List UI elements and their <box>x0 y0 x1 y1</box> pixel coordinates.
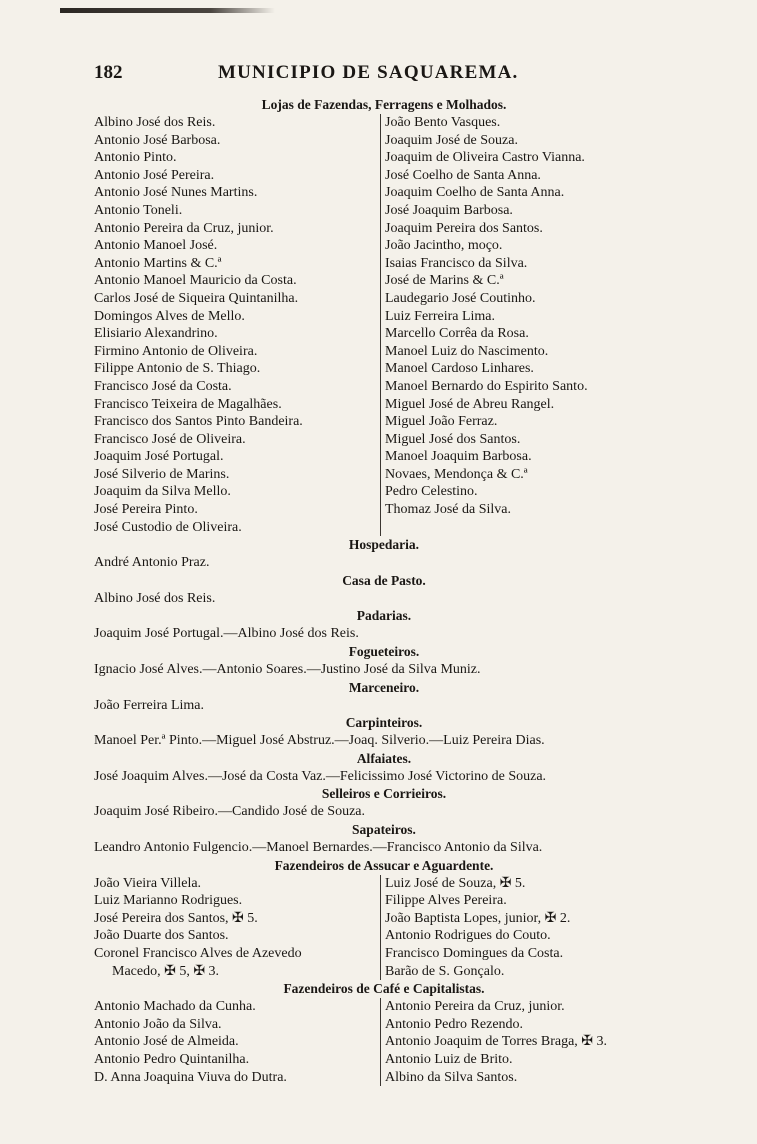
list-item: Macedo, ✠ 5, ✠ 3. <box>112 963 220 979</box>
list-item: Antonio Martins & C.ª <box>94 255 222 271</box>
marceneiro-entry: João Ferreira Lima. <box>94 697 205 713</box>
list-item: Joaquim José Portugal. <box>94 449 224 465</box>
section-heading-marceneiro: Marceneiro. <box>348 679 420 695</box>
list-item: Joaquim Coelho de Santa Anna. <box>385 185 565 201</box>
carpinteiros-entry: Manoel Per.ª Pinto.—Miguel José Abstruz.—Joaq. Silverio.—Luiz Pereira Dias. <box>94 733 545 749</box>
list-item: Thomaz José da Silva. <box>385 502 511 518</box>
section-heading-padarias: Padarias. <box>356 608 412 624</box>
list-item: José de Marins & C.ª <box>385 273 504 289</box>
list-item: Antonio Joaquim de Torres Braga, ✠ 3. <box>385 1034 608 1050</box>
fazendeiros-assucar-left-column <box>94 875 380 981</box>
list-item: Antonio Toneli. <box>94 202 183 218</box>
list-item: Filippe Antonio de S. Thiago. <box>94 361 261 377</box>
section-heading-lojas: Lojas de Fazendas, Ferragens e Molhados. <box>261 97 507 112</box>
list-item: Joaquim José de Souza. <box>385 132 518 148</box>
casa-de-pasto-entry: Albino José dos Reis. <box>94 590 216 606</box>
lojas-right-column <box>380 114 674 536</box>
list-item: Antonio Machado da Cunha. <box>94 999 256 1015</box>
list-item: Pedro Celestino. <box>385 484 478 500</box>
section-heading-sapateiros: Sapateiros. <box>352 822 416 837</box>
list-item: Manoel Bernardo do Espirito Santo. <box>385 378 588 394</box>
list-item: Francisco José da Costa. <box>94 378 232 394</box>
fazendeiros-cafe-columns <box>94 998 674 1086</box>
list-item: Antonio Rodrigues do Couto. <box>385 928 551 944</box>
list-item: Antonio José de Almeida. <box>94 1034 239 1050</box>
list-item: Antonio Manoel José. <box>94 238 218 254</box>
lojas-left-column <box>94 114 380 536</box>
list-item: Joaquim de Oliveira Castro Vianna. <box>385 150 585 166</box>
section-heading-alfaiates: Alfaiates. <box>356 750 412 766</box>
list-item: Albino da Silva Santos. <box>385 1069 518 1085</box>
list-item: José Joaquim Barbosa. <box>385 202 513 218</box>
section-heading-carpinteiros: Carpinteiros. <box>345 715 423 731</box>
page-header <box>94 62 674 96</box>
list-item: Miguel José de Abreu Rangel. <box>385 396 555 412</box>
list-item: João Duarte dos Santos. <box>94 928 229 944</box>
section-heading-fogueteiros: Fogueteiros. <box>348 644 420 660</box>
list-item: Francisco dos Santos Pinto Bandeira. <box>94 414 303 430</box>
list-item: José Pereira Pinto. <box>94 502 198 518</box>
list-item: Firmino Antonio de Oliveira. <box>94 343 258 359</box>
section-heading-selleiros: Selleiros e Corrieiros. <box>321 786 447 802</box>
list-item: João Baptista Lopes, junior, ✠ 2. <box>385 910 571 926</box>
list-item: Antonio Pinto. <box>94 150 177 166</box>
section-heading-fazendeiros-assucar: Fazendeiros de Assucar e Aguardente. <box>274 857 494 873</box>
list-item: Carlos José de Siqueira Quintanilha. <box>94 290 299 306</box>
list-item: Domingos Alves de Mello. <box>94 308 245 324</box>
page-number: 182 <box>94 62 123 83</box>
list-item: Joaquim Pereira dos Santos. <box>385 220 543 236</box>
fazendeiros-cafe-right-column <box>380 998 674 1086</box>
list-item: José Silverio de Marins. <box>94 466 230 482</box>
section-heading-casa-de-pasto: Casa de Pasto. <box>342 572 426 588</box>
list-item: Antonio José Pereira. <box>94 167 215 183</box>
list-item: João Jacintho, moço. <box>385 238 503 254</box>
list-item: Coronel Francisco Alves de Azevedo <box>94 945 302 961</box>
running-title: MUNICIPIO DE SAQUAREMA. <box>218 62 519 83</box>
list-item: José Coelho de Santa Anna. <box>385 167 541 183</box>
list-item: Antonio João da Silva. <box>94 1016 222 1032</box>
list-item: Filippe Alves Pereira. <box>385 893 507 909</box>
list-item: Antonio Luiz de Brito. <box>385 1051 513 1067</box>
hospedaria-entry: André Antonio Praz. <box>94 555 210 571</box>
list-item: Antonio Pereira da Cruz, junior. <box>385 999 565 1015</box>
list-item: Manoel Luiz do Nascimento. <box>385 343 549 359</box>
padarias-entry: Joaquim José Portugal.—Albino José dos Reis. <box>94 626 359 642</box>
list-item: Antonio Pereira da Cruz, junior. <box>94 220 274 236</box>
list-item: João Bento Vasques. <box>385 115 501 130</box>
list-item: Barão de S. Gonçalo. <box>385 963 505 979</box>
list-item: Elisiario Alexandrino. <box>94 326 218 342</box>
list-item: Antonio José Barbosa. <box>94 132 221 148</box>
list-item: Novaes, Mendonça & C.ª <box>385 466 528 482</box>
list-item: Manoel Cardoso Linhares. <box>385 361 534 377</box>
fazendeiros-assucar-columns <box>94 875 674 981</box>
list-item: Marcello Corrêa da Rosa. <box>385 326 529 342</box>
section-heading-hospedaria: Hospedaria. <box>348 537 420 553</box>
list-item: Albino José dos Reis. <box>94 115 216 130</box>
list-item: José Custodio de Oliveira. <box>94 519 242 535</box>
list-item: Isaias Francisco da Silva. <box>385 255 528 271</box>
list-item: Antonio Pedro Quintanilha. <box>94 1051 250 1067</box>
list-item: Luiz Marianno Rodrigues. <box>94 893 243 909</box>
list-item: Antonio Manoel Mauricio da Costa. <box>94 273 297 289</box>
list-item: José Pereira dos Santos, ✠ 5. <box>94 910 258 926</box>
fazendeiros-cafe-left-column <box>94 998 380 1086</box>
alfaiates-entry: José Joaquim Alves.—José da Costa Vaz.—Felicissimo José Victorino de Souza. <box>94 768 547 784</box>
list-item: Antonio José Nunes Martins. <box>94 185 258 201</box>
list-item: Laudegario José Coutinho. <box>385 290 536 306</box>
list-item: Miguel José dos Santos. <box>385 431 521 447</box>
list-item: Francisco Domingues da Costa. <box>385 945 564 961</box>
lojas-columns <box>94 114 674 536</box>
page <box>94 62 674 1086</box>
list-item: D. Anna Joaquina Viuva do Dutra. <box>94 1069 287 1085</box>
list-item: João Vieira Villela. <box>94 875 202 891</box>
list-item: Joaquim da Silva Mello. <box>94 484 231 500</box>
list-item: Antonio Pedro Rezendo. <box>385 1016 524 1032</box>
list-item: Francisco José de Oliveira. <box>94 431 246 447</box>
list-item: Manoel Joaquim Barbosa. <box>385 449 532 465</box>
fazendeiros-assucar-right-column <box>380 875 674 981</box>
top-decorative-rule <box>60 8 275 13</box>
list-item: Miguel João Ferraz. <box>385 414 498 430</box>
fogueteiros-entry: Ignacio José Alves.—Antonio Soares.—Justino José da Silva Muniz. <box>94 662 481 678</box>
list-item: Luiz Ferreira Lima. <box>385 308 496 324</box>
list-item: Francisco Teixeira de Magalhães. <box>94 396 282 412</box>
list-item: Luiz José de Souza, ✠ 5. <box>385 875 526 891</box>
selleiros-entry: Joaquim José Ribeiro.—Candido José de Souza. <box>94 804 366 820</box>
section-heading-fazendeiros-cafe: Fazendeiros de Café e Capitalistas. <box>283 981 485 997</box>
sapateiros-entry: Leandro Antonio Fulgencio.—Manoel Bernardes.—Francisco Antonio da Silva. <box>94 840 543 855</box>
